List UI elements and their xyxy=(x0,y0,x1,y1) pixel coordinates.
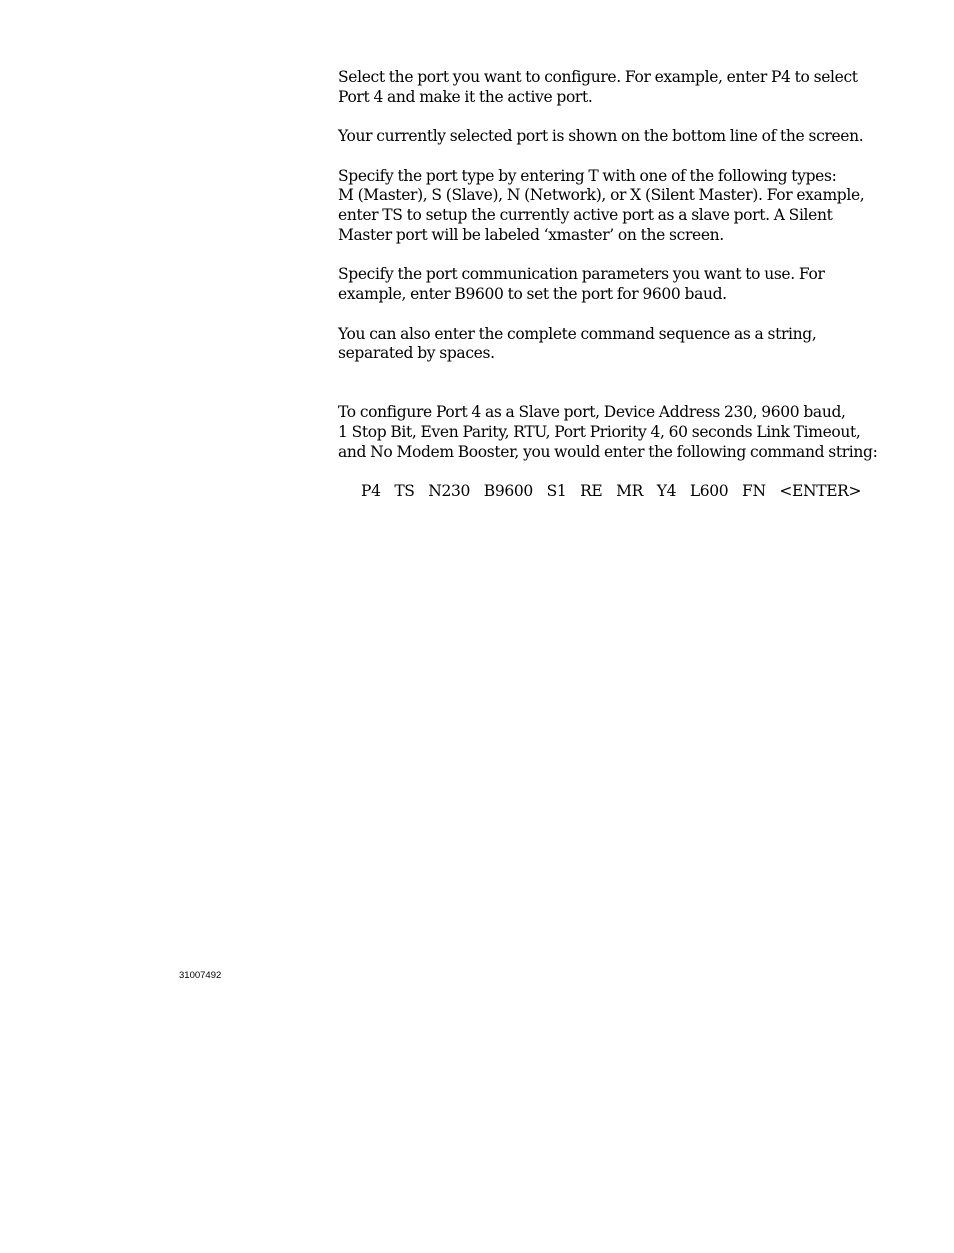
paragraph-command-sequence xyxy=(338,325,898,364)
paragraph-port-type xyxy=(338,167,898,246)
text-line: example, enter B9600 to set the port for 9600 baud. xyxy=(338,285,727,304)
example-command-string: P4 TS N230 B9600 S1 RE MR Y4 L600 FN <ENTER> xyxy=(361,482,862,501)
text-line: separated by spaces. xyxy=(338,344,495,363)
text-line: M (Master), S (Slave), N (Network), or X (Silent Master). For example, xyxy=(338,186,865,205)
text-line: enter TS to setup the currently active port as a slave port. A Silent xyxy=(338,206,833,225)
paragraph-select-port xyxy=(338,68,898,107)
text-line: Master port will be labeled ‘xmaster’ on the screen. xyxy=(338,225,724,244)
text-line: Specify the port type by entering T with one of the following types: xyxy=(338,166,837,185)
text-line: 1 Stop Bit, Even Parity, RTU, Port Priority 4, 60 seconds Link Timeout, xyxy=(338,423,861,442)
paragraph-example xyxy=(338,403,898,462)
text-line: To configure Port 4 as a Slave port, Device Address 230, 9600 baud, xyxy=(338,403,846,422)
text-line: Your currently selected port is shown on the bottom line of the screen. xyxy=(338,127,864,146)
paragraph-comm-parameters xyxy=(338,265,898,304)
text-line: Select the port you want to configure. For example, enter P4 to select xyxy=(338,68,858,86)
text-line: You can also enter the complete command sequence as a string, xyxy=(338,324,817,343)
text-line: Port 4 and make it the active port. xyxy=(338,87,593,106)
paragraph-current-port xyxy=(338,127,898,147)
text-line: and No Modem Booster, you would enter the following command string: xyxy=(338,442,878,461)
document-number: 31007492 xyxy=(179,970,222,981)
text-line: Specify the port communication parameters you want to use. For xyxy=(338,265,825,284)
document-body xyxy=(338,68,898,502)
